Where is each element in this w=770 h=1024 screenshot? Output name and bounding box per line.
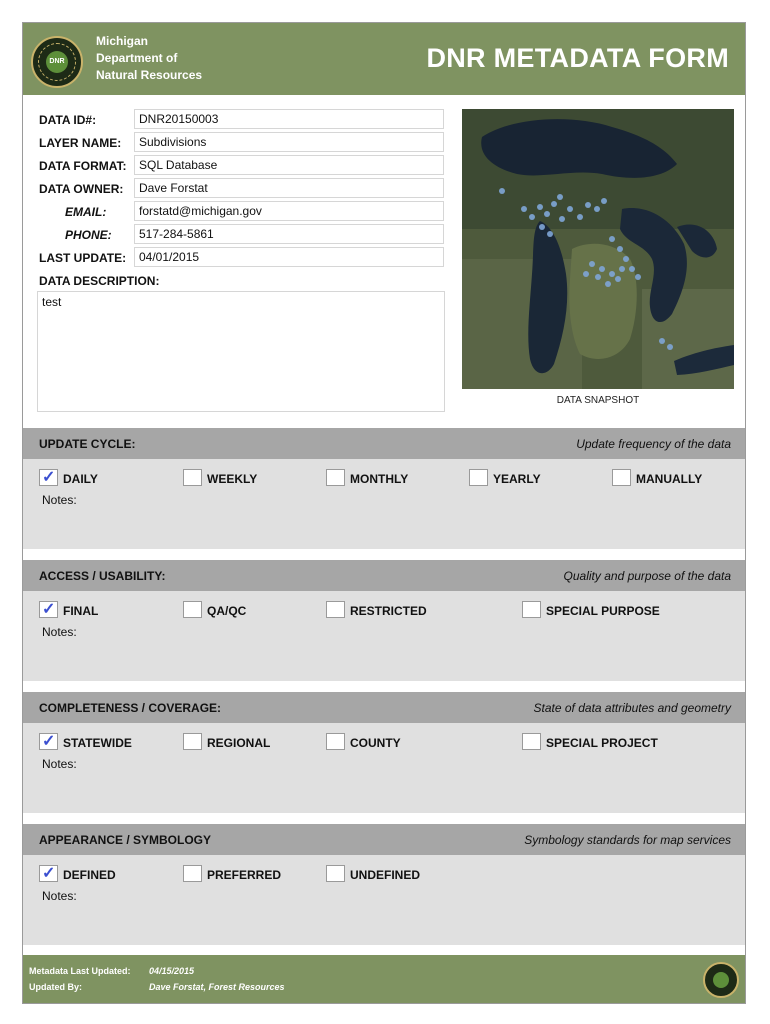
appearance-symbology-section <box>23 824 745 945</box>
last-update-field[interactable]: 04/01/2015 <box>134 247 444 267</box>
section-header <box>23 824 745 855</box>
data-owner-field[interactable]: Dave Forstat <box>134 178 444 198</box>
option-label: PREFERRED <box>207 868 282 882</box>
data-owner-label: DATA OWNER: <box>39 182 124 196</box>
last-updated-label: Metadata Last Updated: <box>29 966 131 976</box>
checkbox-undefined[interactable] <box>326 865 345 882</box>
checkbox-preferred[interactable] <box>183 865 202 882</box>
section-header <box>23 560 745 591</box>
option-label: DAILY <box>63 472 98 486</box>
option-label: UNDEFINED <box>350 868 421 882</box>
section-title: APPEARANCE / SYMBOLOGY <box>39 833 212 847</box>
phone-field[interactable]: 517-284-5861 <box>134 224 444 244</box>
check-icon: ✓ <box>42 865 56 882</box>
option-label: DEFINED <box>63 868 116 882</box>
option-label: RESTRICTED <box>350 604 427 618</box>
checkbox-final[interactable] <box>39 601 58 618</box>
section-title: ACCESS / USABILITY: <box>39 569 166 583</box>
form-title: DNR METADATA FORM <box>426 43 729 73</box>
section-body <box>23 723 745 813</box>
completeness-coverage-section <box>23 692 745 813</box>
access-usability-section <box>23 560 745 681</box>
option-label: FINAL <box>63 604 99 618</box>
updated-by-label: Updated By: <box>29 982 83 992</box>
section-description: Quality and purpose of the data <box>563 569 731 583</box>
check-icon: ✓ <box>42 469 56 486</box>
section-body <box>23 459 745 549</box>
section-title: UPDATE CYCLE: <box>39 437 136 451</box>
form-footer <box>23 955 745 1003</box>
checkbox-regional[interactable] <box>183 733 202 750</box>
checkbox-special-purpose[interactable] <box>522 601 541 618</box>
section-body <box>23 855 745 945</box>
checkbox-daily[interactable] <box>39 469 58 486</box>
notes-label: Notes: <box>42 757 77 771</box>
option-label: MONTHLY <box>350 472 409 486</box>
layer-name-field[interactable]: Subdivisions <box>134 132 444 152</box>
agency-name <box>96 33 202 84</box>
checkbox-county[interactable] <box>326 733 345 750</box>
data-format-label: DATA FORMAT: <box>39 159 127 173</box>
checkbox-qa-qc[interactable] <box>183 601 202 618</box>
checkbox-monthly[interactable] <box>326 469 345 486</box>
notes-label: Notes: <box>42 625 77 639</box>
notes-label: Notes: <box>42 493 77 507</box>
option-label: WEEKLY <box>207 472 258 486</box>
last-update-label: LAST UPDATE: <box>39 251 127 265</box>
checkbox-statewide[interactable] <box>39 733 58 750</box>
option-label: SPECIAL PROJECT <box>546 736 658 750</box>
checkbox-yearly[interactable] <box>469 469 488 486</box>
last-updated-value: 04/15/2015 <box>149 966 195 976</box>
agency-line-3: Natural Resources <box>96 68 203 82</box>
email-label: EMAIL: <box>65 205 107 219</box>
data-id-field[interactable]: DNR20150003 <box>134 109 444 129</box>
dnr-footer-logo <box>703 962 739 998</box>
section-header <box>23 692 745 723</box>
checkbox-manually[interactable] <box>612 469 631 486</box>
agency-line-2: Department of <box>96 51 178 65</box>
metadata-form <box>22 22 746 1004</box>
section-description: Update frequency of the data <box>576 437 731 451</box>
section-title: COMPLETENESS / COVERAGE: <box>39 701 222 715</box>
description-label: DATA DESCRIPTION: <box>39 274 160 288</box>
checkbox-special-project[interactable] <box>522 733 541 750</box>
footer-logo-center <box>713 972 729 988</box>
dnr-logo <box>31 36 83 88</box>
check-icon: ✓ <box>42 733 56 750</box>
data-format-field[interactable]: SQL Database <box>134 155 444 175</box>
logo-center: DNR <box>46 51 68 73</box>
snapshot-caption: DATA SNAPSHOT <box>556 395 640 406</box>
section-description: State of data attributes and geometry <box>533 701 731 715</box>
checkbox-weekly[interactable] <box>183 469 202 486</box>
updated-by-value: Dave Forstat, Forest Resources <box>149 982 285 992</box>
option-label: REGIONAL <box>207 736 271 750</box>
phone-label: PHONE: <box>65 228 112 242</box>
satellite-map <box>462 109 734 389</box>
agency-line-1: Michigan <box>96 34 149 48</box>
checkbox-restricted[interactable] <box>326 601 345 618</box>
check-icon: ✓ <box>42 601 56 618</box>
data-snapshot-image <box>462 109 734 389</box>
option-label: QA/QC <box>207 604 247 618</box>
option-label: MANUALLY <box>636 472 703 486</box>
option-label: COUNTY <box>350 736 401 750</box>
description-field[interactable]: test <box>37 291 445 412</box>
option-label: STATEWIDE <box>63 736 132 750</box>
checkbox-defined[interactable] <box>39 865 58 882</box>
section-body <box>23 591 745 681</box>
option-label: SPECIAL PURPOSE <box>546 604 660 618</box>
email-field[interactable]: forstatd@michigan.gov <box>134 201 444 221</box>
update-cycle-section <box>23 428 745 549</box>
data-id-label: DATA ID#: <box>39 113 97 127</box>
option-label: YEARLY <box>493 472 541 486</box>
layer-name-label: LAYER NAME: <box>39 136 122 150</box>
notes-label: Notes: <box>42 889 77 903</box>
section-description: Symbology standards for map services <box>524 833 731 847</box>
form-header <box>23 23 745 95</box>
section-header <box>23 428 745 459</box>
